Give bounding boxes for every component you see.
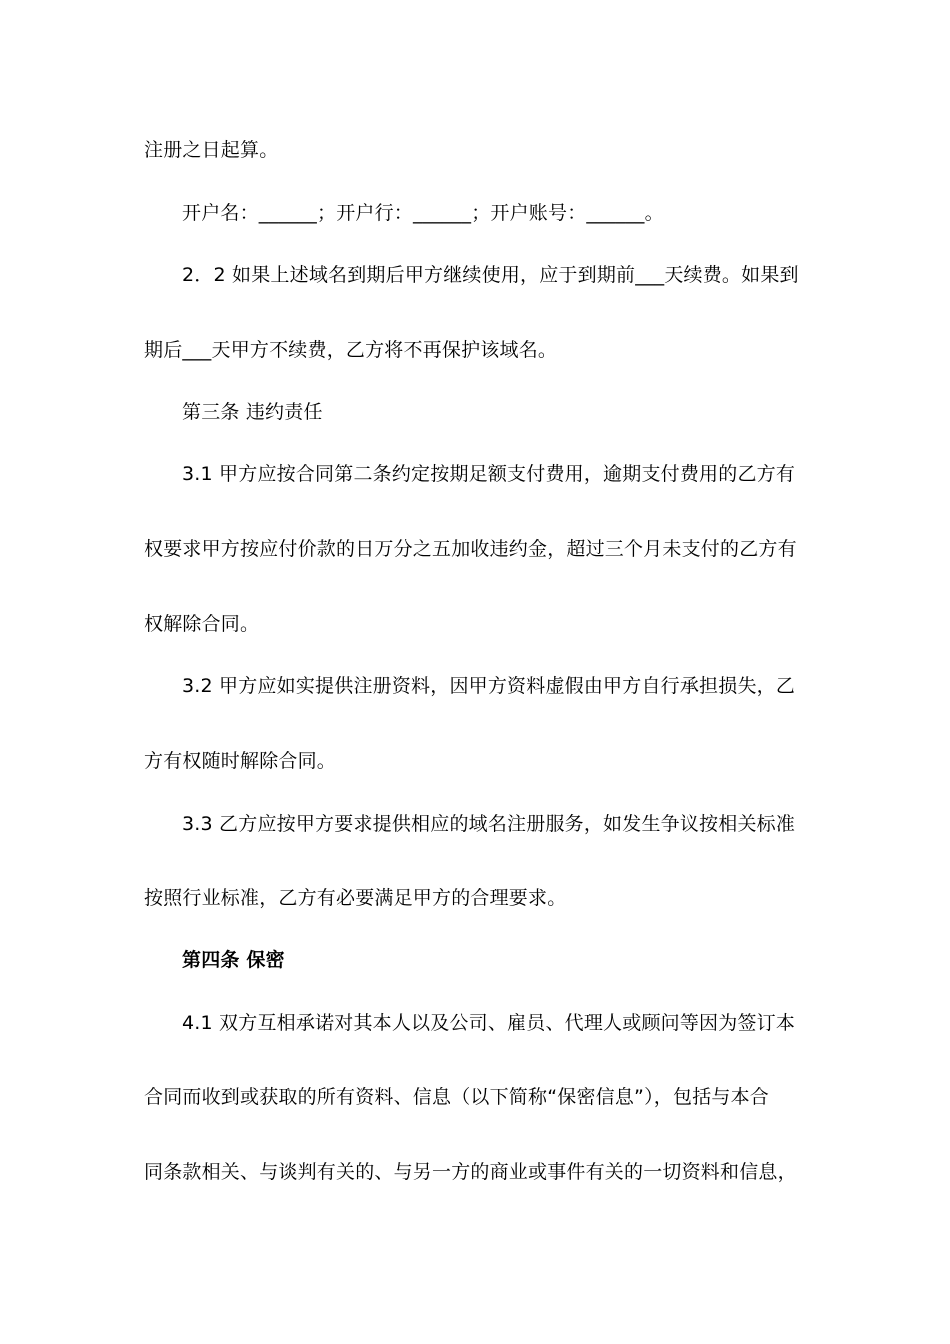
paragraph-line: 3.3 乙方应按甲方要求提供相应的域名注册服务，如发生争议按相关标准 [182,813,796,835]
paragraph-line: 按照行业标准，乙方有必要满足甲方的合理要求。 [144,887,567,909]
paragraph-line: 4.1 双方互相承诺对其本人以及公司、雇员、代理人或顾问等因为签订本 [182,1012,796,1034]
bank-info-line: 开户名：______；开户行：______；开户账号：______。 [182,202,664,224]
paragraph-line: 3.1 甲方应按合同第二条约定按期足额支付费用，逾期支付费用的乙方有 [182,463,796,485]
paragraph-line: 注册之日起算。 [144,139,279,161]
paragraph-line: 合同而收到或获取的所有资料、信息（以下简称“保密信息”），包括与本合 [144,1086,769,1108]
paragraph-line: 期后___天甲方不续费，乙方将不再保护该域名。 [144,339,558,361]
section-heading: 第三条 违约责任 [182,401,323,423]
paragraph-line: 权解除合同。 [144,613,260,635]
paragraph-line: 2．2 如果上述域名到期后甲方继续使用，应于到期前___天续费。如果到 [182,264,799,286]
paragraph-line: 3.2 甲方应如实提供注册资料，因甲方资料虚假由甲方自行承担损失，乙 [182,675,796,697]
paragraph-line: 同条款相关、与谈判有关的、与另一方的商业或事件有关的一切资料和信息， [144,1161,797,1183]
section-heading: 第四条 保密 [182,949,285,971]
paragraph-line: 权要求甲方按应付价款的日万分之五加收违约金，超过三个月未支付的乙方有 [144,538,797,560]
paragraph-line: 方有权随时解除合同。 [144,750,337,772]
